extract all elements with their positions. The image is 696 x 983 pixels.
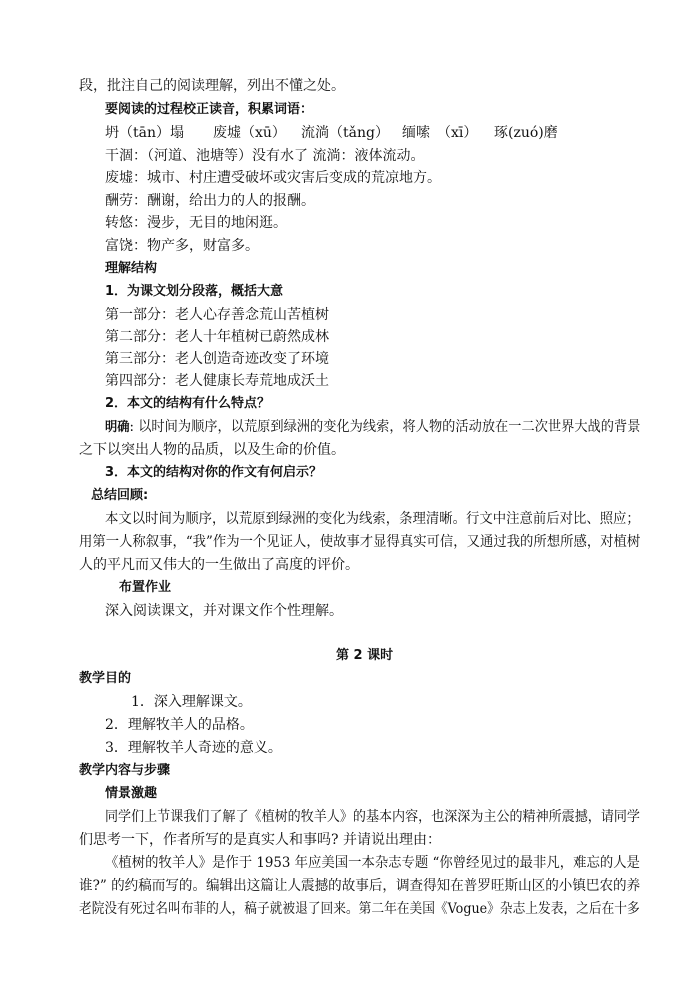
objective-line: 1．深入理解课文。 <box>131 694 252 710</box>
objective-line: 2．理解牧羊人的品格。 <box>105 717 254 733</box>
summary-heading: 总结回顾: <box>91 488 149 503</box>
intro-line: 段，批注自己的阅读理解，列出不懂之处。 <box>79 78 345 94</box>
scenario-heading: 情景激趣 <box>105 786 158 801</box>
question-1: 1．为课文划分段落，概括大意 <box>105 284 284 299</box>
vocab-word: 琢(zuó)磨 <box>494 125 558 141</box>
vocab-word: 坍（tān）塌 <box>105 125 184 141</box>
paragraph-line: 谁?” 的约稿而写的。编辑出这篇让人震撼的故事后，调查得知在普罗旺斯山区的小镇巴农的养 <box>79 878 641 894</box>
question-3: 3．本文的结构对你的作文有何启示？ <box>105 465 323 480</box>
definition-line: 干涸：（河道、池塘等）没有水了 流淌：液体流动。 <box>105 148 425 164</box>
answer-text: : 以时间为顺序，以荒原到绿洲的变化为线索，将人物的活动放在一二次世界大战的背景 <box>129 419 641 435</box>
answer-line-1 <box>105 418 640 437</box>
part-line: 第四部分：老人健康长寿荒地成沃土 <box>105 373 329 389</box>
lesson-2-title: 第 2 课时 <box>336 648 394 663</box>
structure-heading: 理解结构 <box>105 261 158 276</box>
vocab-word: 流淌（tǎng） <box>301 125 389 141</box>
part-line: 第二部分：老人十年植树已蔚然成林 <box>105 329 329 345</box>
summary-line: 本文以时间为顺序，以荒原到绿洲的变化为线索，条理清晰。行文中注意前后对比、照应； <box>105 511 640 527</box>
answer-label: 明确 <box>105 420 130 435</box>
paragraph-line: 同学们上节课我们了解了《植树的牧羊人》的基本内容，也深深为主公的精神所震撼，请同学 <box>105 809 640 825</box>
homework-heading: 布置作业 <box>119 580 172 595</box>
summary-line: 人的平凡而又伟大的一生做出了高度的评价。 <box>79 557 359 573</box>
definition-line: 废墟：城市、村庄遭受破坏或灾害后变成的荒凉地方。 <box>105 170 441 186</box>
part-line: 第三部分：老人创造奇迹改变了环境 <box>105 351 329 367</box>
objective-line: 3．理解牧羊人奇迹的意义。 <box>105 740 282 756</box>
vocab-word: 废墟（xū） <box>213 125 286 141</box>
part-line: 第一部分：老人心存善念荒山苦植树 <box>105 307 329 323</box>
paragraph-line: 们思考一下，作者所写的是真实人和事吗? 并请说出理由： <box>79 832 441 848</box>
reading-heading: 要阅读的过程校正读音，积累词语： <box>105 102 314 117</box>
answer-line-2: 之下以突出人物的品质，以及生命的价值。 <box>79 442 345 458</box>
definition-line: 酬劳：酬谢，给出力的人的报酬。 <box>105 193 315 209</box>
question-2: 2．本文的结构有什么特点？ <box>105 396 271 411</box>
homework-line: 深入阅读课文，并对课文作个性理解。 <box>105 603 343 619</box>
summary-line: 用第一人称叙事，“我”作为一个见证人，使故事才显得真实可信，又通过我的所想所感，对植树 <box>79 534 641 550</box>
vocab-word: 缅嗦 （xī） <box>402 125 478 141</box>
paragraph-line: 《植树的牧羊人》是作于 1953 年应美国一本杂志专题 “你曾经见过的最非凡，难忘的人是 <box>105 855 640 871</box>
content-heading: 教学内容与步骤 <box>79 763 171 778</box>
objectives-heading: 教学目的 <box>79 671 132 686</box>
paragraph-line: 老院没有死过名叫布菲的人，稿子就被退了回来。第二年在美国《Vogue》杂志上发表，之后在十多 <box>79 901 640 917</box>
definition-line: 转悠：漫步，无目的地闲逛。 <box>105 215 287 231</box>
definition-line: 富饶：物产多，财富多。 <box>105 238 259 254</box>
